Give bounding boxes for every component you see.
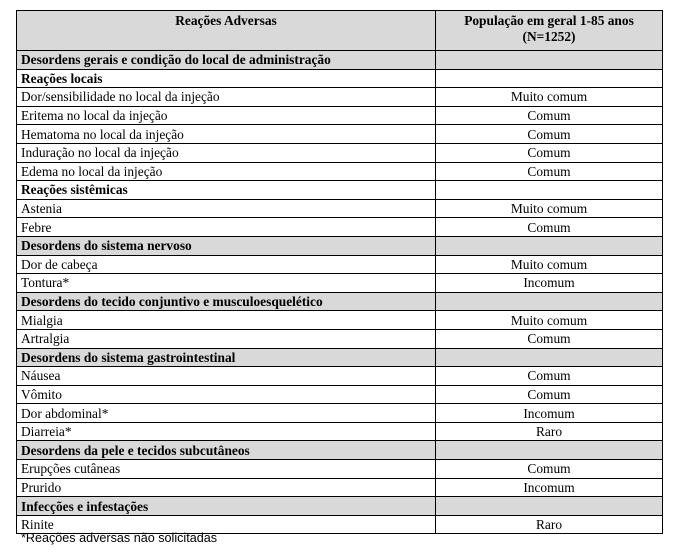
table-row: [17, 329, 663, 348]
table-row: [17, 143, 663, 162]
table-row: [17, 385, 663, 404]
reaction-label: Edema no local da injeção: [17, 162, 436, 181]
frequency-value: Comum: [436, 218, 663, 237]
subheader-row: [17, 69, 663, 88]
frequency-value: Comum: [436, 385, 663, 404]
category-row: [17, 497, 663, 516]
reaction-label: Dor/sensibilidade no local da injeção: [17, 88, 436, 107]
frequency-value: [436, 51, 663, 70]
table-body: [17, 51, 663, 534]
frequency-value: [436, 348, 663, 367]
reaction-label: Reações locais: [17, 69, 436, 88]
reaction-label: Desordens gerais e condição do local de administração: [17, 51, 436, 70]
reaction-label: Dor de cabeça: [17, 255, 436, 274]
frequency-value: Comum: [436, 162, 663, 181]
reaction-label: Hematoma no local da injeção: [17, 125, 436, 144]
table-row: [17, 218, 663, 237]
reaction-label: Artralgia: [17, 329, 436, 348]
table-row: [17, 422, 663, 441]
reaction-label: Mialgia: [17, 311, 436, 330]
frequency-value: [436, 497, 663, 516]
category-row: [17, 236, 663, 255]
frequency-value: [436, 441, 663, 460]
table-row: [17, 162, 663, 181]
table-row: [17, 404, 663, 423]
frequency-value: [436, 69, 663, 88]
table-row: [17, 199, 663, 218]
table-row: [17, 367, 663, 386]
frequency-value: Incomum: [436, 404, 663, 423]
header-adverse-reactions: Reações Adversas: [17, 11, 436, 51]
frequency-value: Muito comum: [436, 311, 663, 330]
reaction-label: Reações sistêmicas: [17, 181, 436, 200]
reaction-label: Prurido: [17, 478, 436, 497]
table-row: [17, 311, 663, 330]
table-row: [17, 88, 663, 107]
frequency-value: Incomum: [436, 274, 663, 293]
frequency-value: [436, 236, 663, 255]
frequency-value: Muito comum: [436, 199, 663, 218]
frequency-value: Comum: [436, 367, 663, 386]
table-row: [17, 460, 663, 479]
frequency-value: Muito comum: [436, 255, 663, 274]
frequency-value: Comum: [436, 329, 663, 348]
header-population-line2: (N=1252): [522, 29, 576, 44]
frequency-value: Raro: [436, 422, 663, 441]
frequency-value: Raro: [436, 515, 663, 534]
category-row: [17, 51, 663, 70]
subheader-row: [17, 181, 663, 200]
reaction-label: Dor abdominal*: [17, 404, 436, 423]
reaction-label: Náusea: [17, 367, 436, 386]
reaction-label: Erupções cutâneas: [17, 460, 436, 479]
reaction-label: Desordens do sistema nervoso: [17, 236, 436, 255]
category-row: [17, 348, 663, 367]
table-row: [17, 274, 663, 293]
frequency-value: Muito comum: [436, 88, 663, 107]
frequency-value: Comum: [436, 125, 663, 144]
frequency-value: Comum: [436, 106, 663, 125]
table-row: [17, 255, 663, 274]
reaction-label: Astenia: [17, 199, 436, 218]
table-row: [17, 106, 663, 125]
frequency-value: Comum: [436, 460, 663, 479]
reaction-label: Infecções e infestações: [17, 497, 436, 516]
adverse-reactions-table: [16, 10, 663, 534]
footnote: *Reações adversas não solicitadas: [21, 531, 218, 545]
reaction-label: Rinite: [17, 515, 436, 534]
frequency-value: Incomum: [436, 478, 663, 497]
reaction-label: Desordens do tecido conjuntivo e musculoesquelético: [17, 292, 436, 311]
reaction-label: Vômito: [17, 385, 436, 404]
table-row: [17, 478, 663, 497]
header-population: [436, 11, 663, 51]
frequency-value: Comum: [436, 143, 663, 162]
table-row: [17, 125, 663, 144]
header-population-line1: População em geral 1-85 anos: [464, 13, 634, 28]
reaction-label: Induração no local da injeção: [17, 143, 436, 162]
frequency-value: [436, 181, 663, 200]
reaction-label: Desordens da pele e tecidos subcutâneos: [17, 441, 436, 460]
category-row: [17, 441, 663, 460]
category-row: [17, 292, 663, 311]
reaction-label: Febre: [17, 218, 436, 237]
reaction-label: Eritema no local da injeção: [17, 106, 436, 125]
frequency-value: [436, 292, 663, 311]
reaction-label: Diarreia*: [17, 422, 436, 441]
table-header-row: [17, 11, 663, 51]
reaction-label: Desordens do sistema gastrointestinal: [17, 348, 436, 367]
reaction-label: Tontura*: [17, 274, 436, 293]
